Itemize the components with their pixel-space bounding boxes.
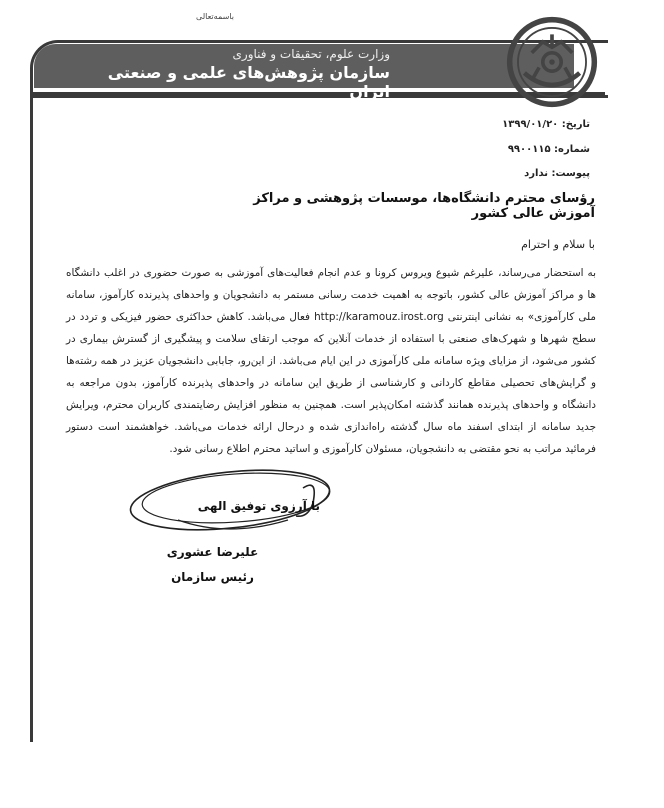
ministry-name: وزارت علوم، تحقیقات و فناوری [232, 47, 390, 61]
letter-date: تاریخ: ۱۳۹۹/۰۱/۲۰ [502, 119, 590, 130]
signer-name: علیرضا عشوری [166, 545, 259, 559]
letterhead-invocation: باسمه‌تعالی [196, 12, 234, 21]
letter-salutation: با سلام و احترام [521, 238, 595, 251]
page-side-rule [30, 92, 33, 742]
organization-emblem-icon [506, 16, 598, 108]
organization-name: سازمان پژوهش‌های علمی و صنعتی ایران [107, 63, 390, 101]
letter-addressee: رؤسای محترم دانشگاه‌ها، موسسات پژوهشی و مراکز آموزش عالی کشور [253, 191, 595, 221]
letter-number: شماره: ۹۹۰۰۱۱۵ [507, 144, 590, 155]
letter-closing: با آرزوی توفیق الهی [197, 499, 320, 513]
signer-title: رئیس سازمان [171, 570, 254, 584]
letter-body: به استحضار می‌رساند، علیرغم شیوع ویروس کرونا و عدم انجام فعالیت‌های آموزشی به صورت حضوری در اغلب دانشگاه ها و مراکز آموزش عالی کشور، باتوجه به اهمیت خدمت رسانی مستمر به دانشجویان و واحدهای پذیرنده کارآموز، سامانه ملی کارآموزی» به نشانی اینترنتی http://karamouz.irost.org فعال می‌باشد. کاهش حداکثری حضور فیزیکی و تردد در سطح شهرها و شهرک‌های صنعتی با استفاده از خدمات آنلاین که موجب ارتقای سلامت و پیشگیری از گسترش بیماری در کشور می‌شود، از مزایای ویژه سامانه ملی کارآموزی در این ایام می‌باشد. از این‌رو، جابابی دانشجویان عزیز در همه رشته‌ها و گرایش‌های تحصیلی مقاطع کاردانی و کارشناسی از طریق این سامانه در واحدهای پذیرنده کارآموز، بدون مراجعه به دانشگاه و واحدهای پذیرنده همانند گذشته امکان‌پذیر است. همچنین به منظور افزایش رضایتمندی کاربران محترم، ویرایش جدید سامانه از ابتدای اسفند ماه سال گذشته راه‌اندازی شده و درحال ارائه خدمات می‌باشد. خواهشمند است دستور فرمائید مراتب به نحو مقتضی به دانشجویان، مسئولان کارآموزی و اساتید محترم اطلاع رسانی شود. [66, 267, 596, 455]
letter-attachment: پیوست: ندارد [524, 168, 590, 179]
